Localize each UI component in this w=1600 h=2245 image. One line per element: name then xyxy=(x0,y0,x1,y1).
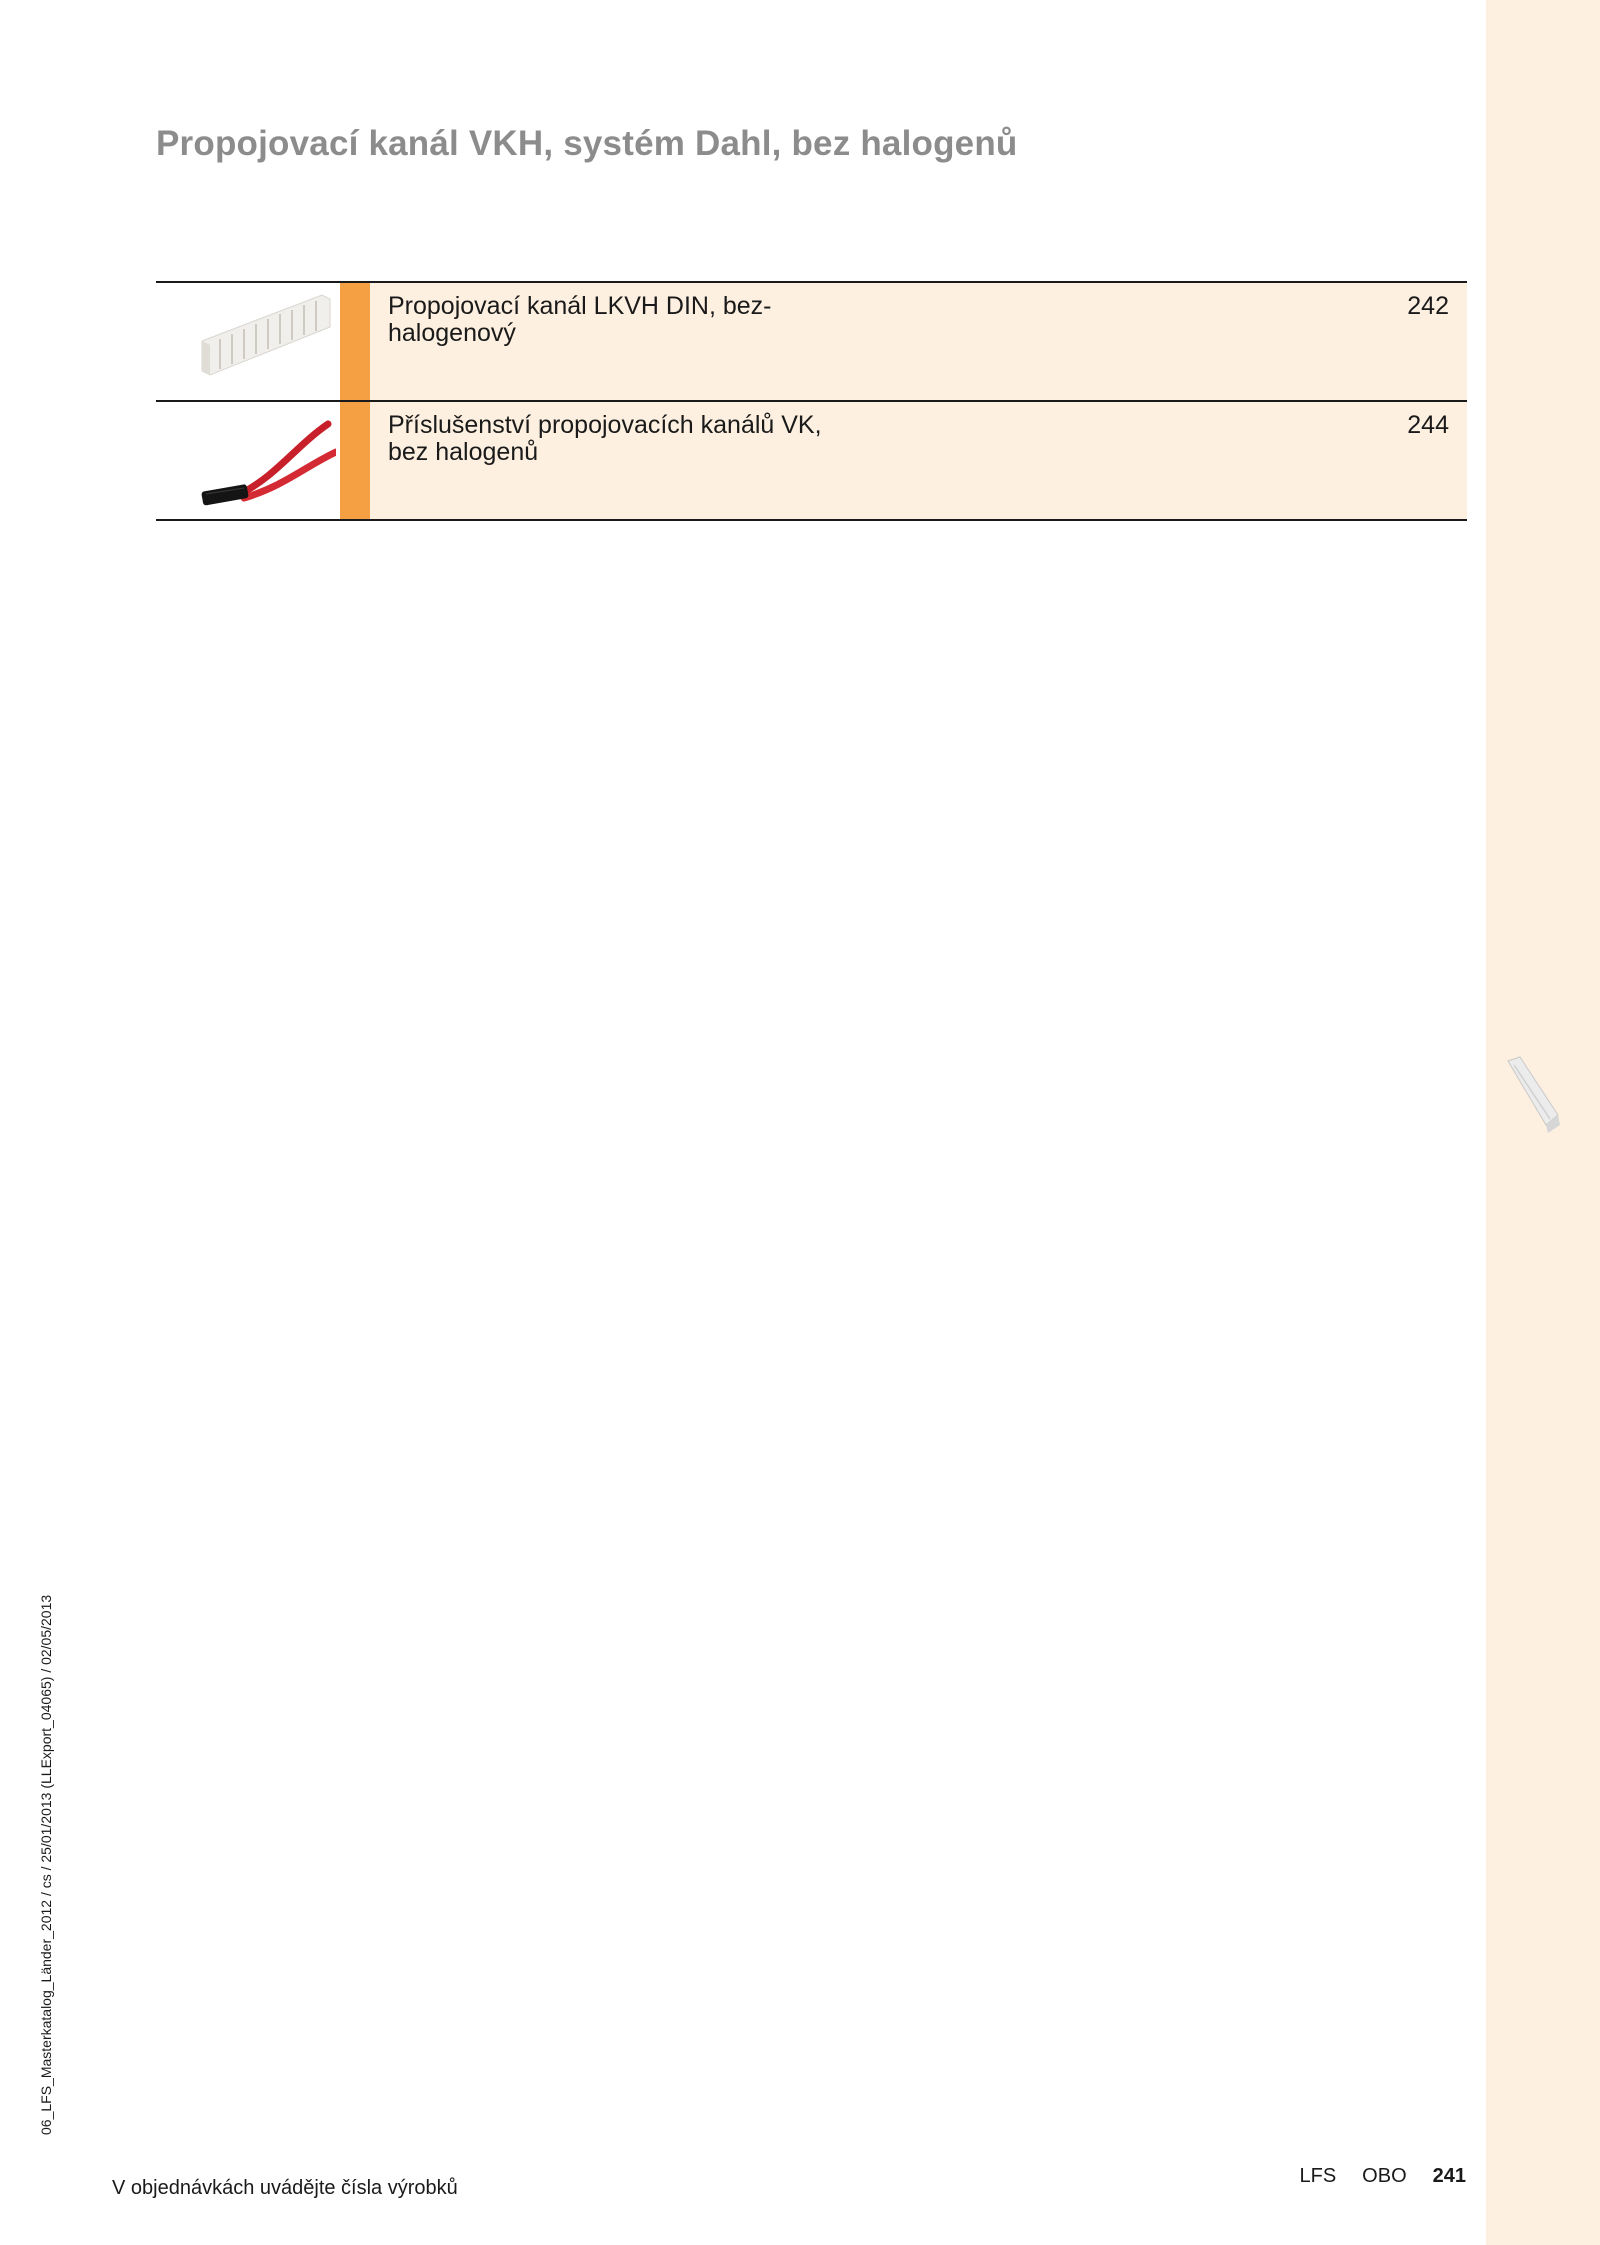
toc-table xyxy=(156,281,1467,521)
toc-row[interactable] xyxy=(156,283,1467,402)
toc-row[interactable] xyxy=(156,402,1467,521)
toc-row-label[interactable]: Propojovací kanál LKVH DIN, bez-halogenový xyxy=(388,292,772,347)
red-cable-tie-thumbnail xyxy=(196,406,336,514)
catalog-meta-vertical: 06_LFS_Masterkatalog_Länder_2012 / cs / 25/01/2013 (LLExport_04065) / 02/05/2013 xyxy=(38,1594,54,2135)
toc-accent-bar xyxy=(340,283,370,400)
footer-brand-block xyxy=(1299,2165,1466,2188)
toc-row-body xyxy=(370,283,1467,400)
footer-note: V objednávkách uvádějte čísla výrobků xyxy=(112,2177,458,2199)
cable-duct-tab-icon xyxy=(1500,1055,1570,1135)
footer-brand-lfs: LFS xyxy=(1299,2165,1337,2187)
footer-brand-obo: OBO xyxy=(1362,2165,1407,2187)
toc-row-page[interactable]: 242 xyxy=(1407,292,1449,320)
toc-row-page[interactable]: 244 xyxy=(1407,411,1449,439)
page-title: Propojovací kanál VKH, systém Dahl, bez halogenů xyxy=(156,124,1018,163)
cable-duct-thumbnail xyxy=(196,287,336,395)
toc-row-label[interactable]: Příslušenství propojovacích kanálů VK, bez halogenů xyxy=(388,411,822,466)
toc-accent-bar xyxy=(340,402,370,519)
page-number: 241 xyxy=(1432,2165,1466,2187)
toc-row-body xyxy=(370,402,1467,519)
